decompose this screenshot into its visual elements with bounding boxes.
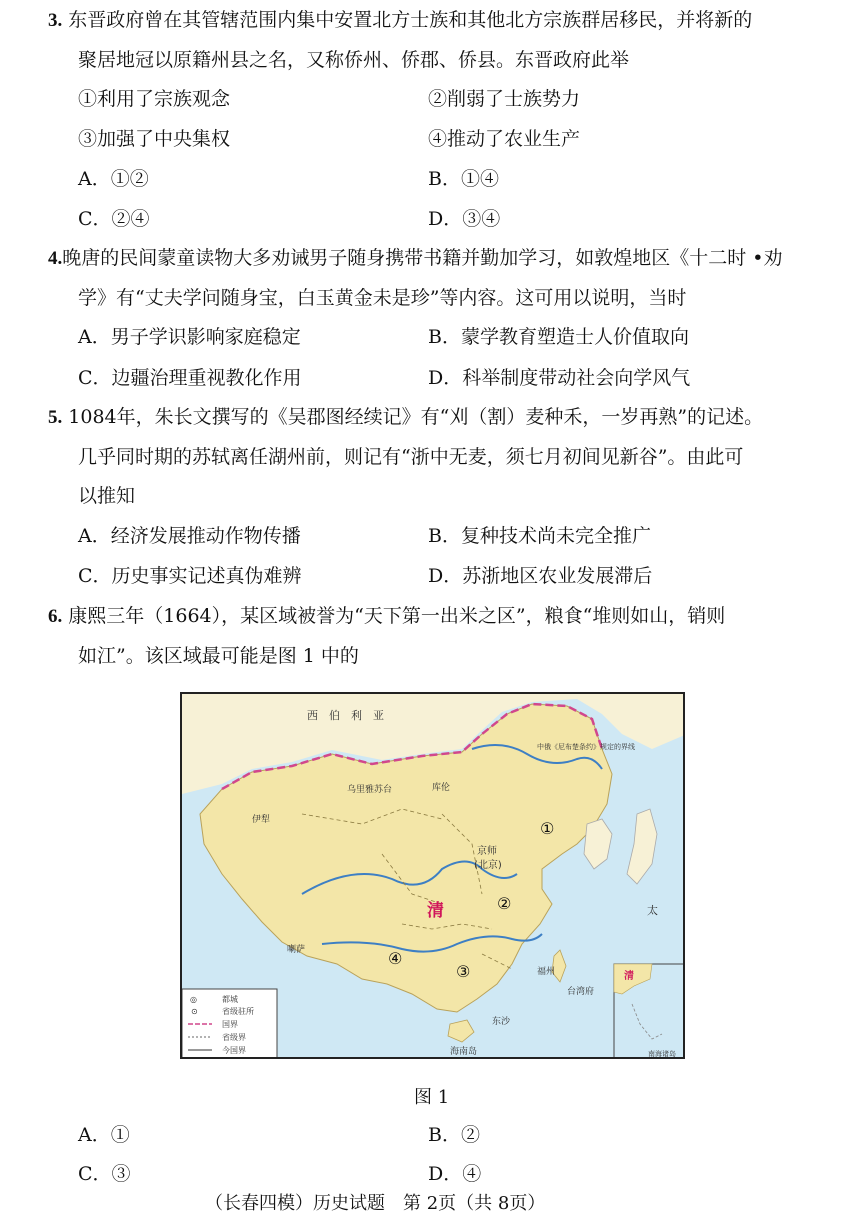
q5-option-a: A．经济发展推动作物传播 [78, 525, 301, 547]
q5-option-d: D．苏浙地区农业发展滞后 [428, 565, 653, 587]
map-legend [182, 989, 277, 1059]
taiwan-fu-label: 台湾府 [567, 987, 595, 997]
marker-3: ③ [456, 962, 471, 981]
q3-stem-line1: 3. 东晋政府曾在其管辖范围内集中安置北方士族和其他北方宗族群居移民，并将新的 [48, 9, 753, 31]
q6-option-d: D．④ [428, 1163, 482, 1185]
q3-option-b: B．①④ [428, 168, 499, 190]
q6-option-c: C．③ [78, 1163, 131, 1185]
q6-option-b: B．② [428, 1124, 480, 1146]
q4-option-c: C．边疆治理重视教化作用 [78, 367, 302, 389]
q5-option-c: C．历史事实记述真伪难辨 [78, 565, 302, 587]
q4-option-b: B．蒙学教育塑造士人价值取向 [428, 326, 689, 348]
beijing-label: (北京) [474, 860, 502, 871]
q3-item-3: ③加强了中央集权 [78, 128, 231, 150]
hainan-island [448, 1020, 474, 1042]
dongsha-label: 东沙 [492, 1017, 511, 1027]
legend-province-seat: 省级驻所 [222, 1007, 254, 1016]
q3-item-4: ④推动了农业生产 [428, 128, 581, 150]
legend-modern-border: 今国界 [222, 1046, 246, 1055]
q6-stem-line2: 如江”。该区域最可能是图 1 中的 [78, 645, 359, 667]
inset-qing-label: 清 [624, 971, 634, 982]
q5-number: 5. [48, 407, 63, 428]
q4-option-a: A．男子学识影响家庭稳定 [78, 326, 301, 348]
figure-caption: 图 1 [414, 1087, 450, 1108]
capital-label: 京师 [477, 846, 497, 857]
q3-option-a: A．①② [78, 168, 149, 190]
qing-label: 清 [427, 901, 444, 921]
yili-label: 伊犁 [252, 815, 271, 825]
q6-stem-line1: 6. 康熙三年（1664），某区域被誉为“天下第一出米之区”，粮食“堆则如山，销则 [48, 605, 726, 627]
marker-4: ④ [388, 949, 403, 968]
uliastai-label: 乌里雅苏台 [347, 785, 393, 795]
treaty-note-label: 中俄《尼布楚条约》规定的界线 [537, 743, 635, 751]
q6-option-a: A．① [78, 1124, 130, 1146]
page-footer: （长春四模）历史试题 第 2页（共 8页） [205, 1193, 546, 1214]
siberia-label: 西 伯 利 亚 [307, 709, 384, 722]
q4-number: 4. [48, 248, 63, 269]
svg-text:⊙: ⊙ [191, 1007, 198, 1016]
kulun-label: 库伦 [432, 783, 451, 793]
q6-number: 6. [48, 606, 63, 627]
lhasa-label: 喇萨 [287, 945, 306, 955]
hainan-label: 海南岛 [450, 1047, 478, 1057]
ocean-label: 太 [647, 904, 658, 917]
legend-capital: 都城 [222, 995, 238, 1004]
legend-national-border: 国界 [222, 1020, 238, 1029]
q4-option-d: D．科举制度带动社会向学风气 [428, 367, 691, 389]
q4-stem-line1: 4.晚唐的民间蒙童读物大多劝诫男子随身携带书籍并勤加学习，如敦煌地区《十二时 •劝 [48, 247, 783, 269]
q5-stem-line3: 以推知 [78, 485, 136, 507]
q3-number: 3. [48, 10, 63, 31]
taiwan-island [552, 950, 566, 982]
q5-stem-line2: 几乎同时期的苏轼离任湖州前，则记有“浙中无麦，须七月初间见新谷”。由此可 [78, 446, 744, 468]
legend-province-border: 省级界 [222, 1033, 246, 1042]
south-sea-inset [614, 964, 685, 1059]
qing-map-figure [180, 692, 685, 1059]
q3-option-c: C．②④ [78, 208, 150, 230]
marker-1: ① [540, 819, 555, 838]
fuzhou-label: 福州 [537, 967, 556, 977]
inset-caption: 南海诸岛 [648, 1050, 676, 1058]
q3-item-1: ①利用了宗族观念 [78, 88, 231, 110]
qing-map-svg [182, 694, 685, 1059]
q4-stem-line2: 学》有“丈夫学问随身宝，白玉黄金未是珍”等内容。这可用以说明，当时 [78, 287, 687, 309]
marker-2: ② [497, 894, 512, 913]
q5-option-b: B．复种技术尚未完全推广 [428, 525, 651, 547]
q3-item-2: ②削弱了士族势力 [428, 88, 581, 110]
japan-islands [627, 809, 657, 884]
svg-text:◎: ◎ [190, 995, 197, 1004]
q5-stem-line1: 5. 1084年，朱长文撰写的《吴郡图经续记》有“刈（割）麦种禾，一岁再熟”的记述。 [48, 406, 764, 428]
q3-stem-line2: 聚居地冠以原籍州县之名，又称侨州、侨郡、侨县。东晋政府此举 [78, 49, 630, 71]
q3-option-d: D．③④ [428, 208, 501, 230]
korea-peninsula [584, 819, 612, 869]
